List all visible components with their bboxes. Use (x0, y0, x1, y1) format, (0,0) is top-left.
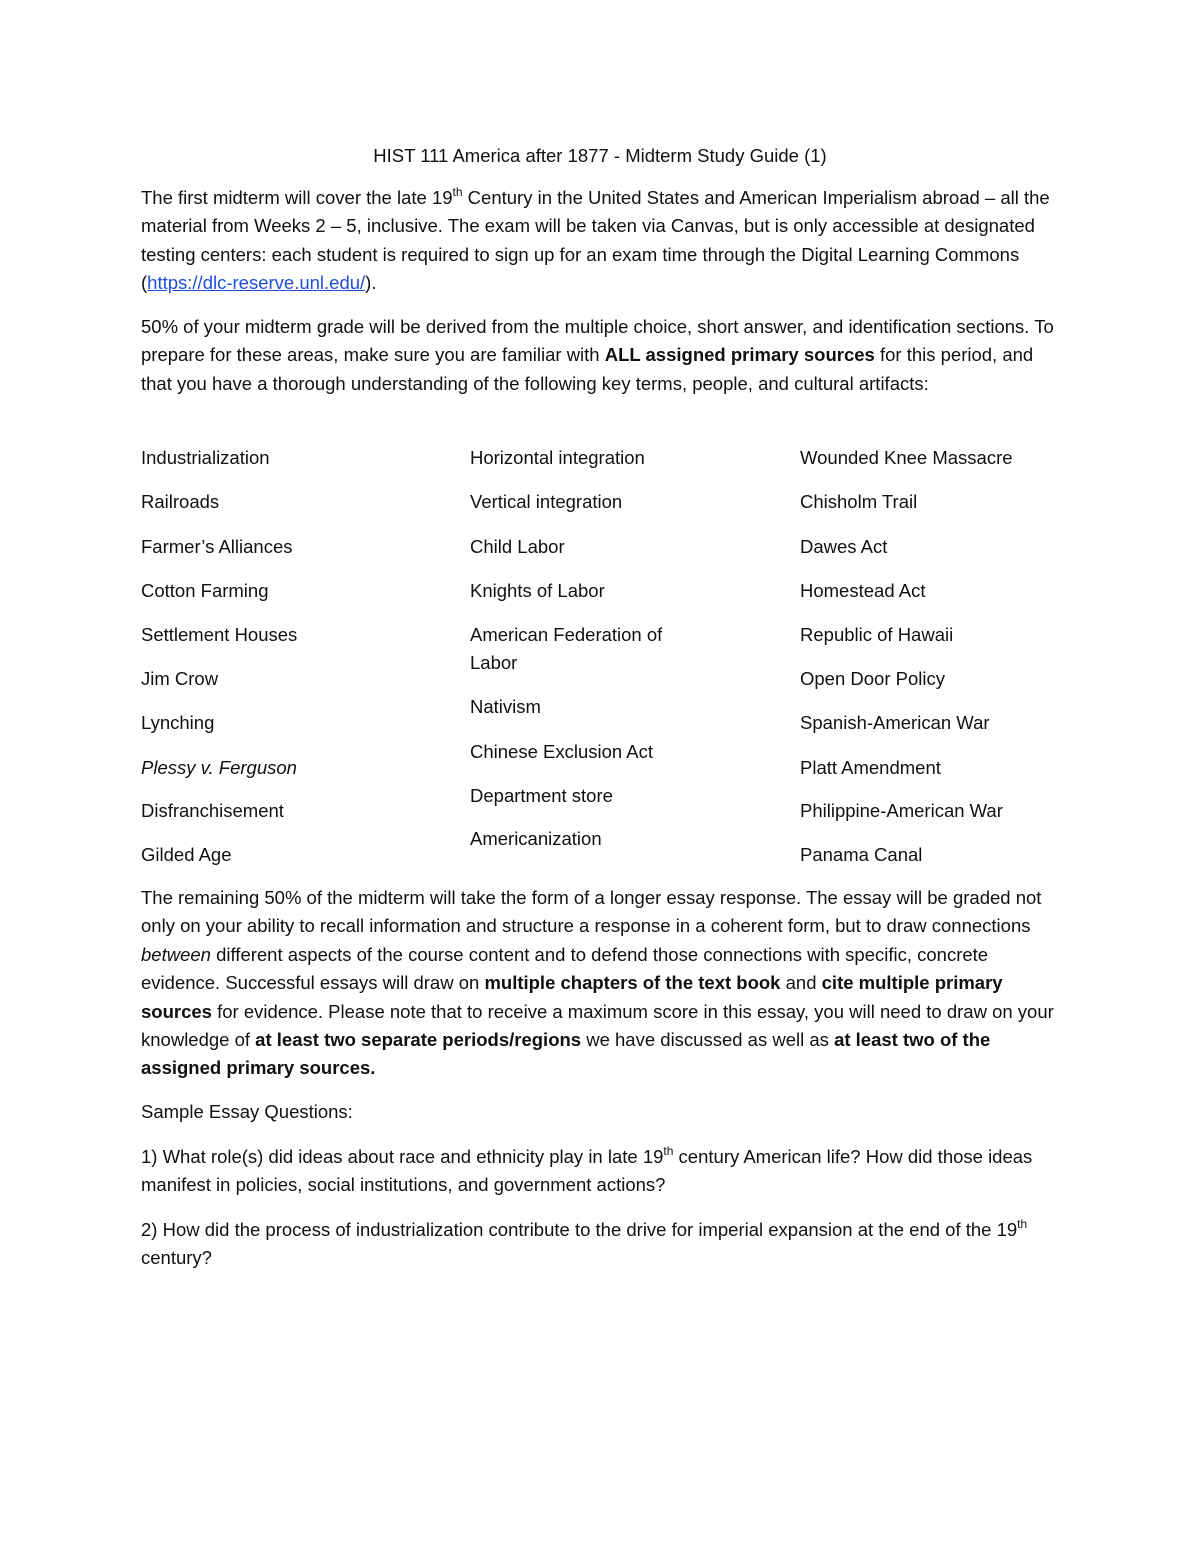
term-item: Child Labor (470, 536, 565, 557)
term-item: Dawes Act (800, 536, 888, 557)
term-item: Plessy v. Ferguson (141, 757, 297, 778)
term-item: American Federation of Labor (470, 624, 663, 673)
term-item: Chisholm Trail (800, 491, 918, 512)
term-item: Chinese Exclusion Act (470, 741, 654, 762)
essay-paragraph: The remaining 50% of the midterm will take the form of a longer essay response. The essay will be graded not only on your ability to recall information and structure a response in a coherent form, but to draw connections between different aspects of the course content and to defend those connections with specific, concrete evidence. Successful essays will draw on multiple chapters of the text book and cite multiple primary sources for evidence. Please note that to receive a maximum score in this essay, you will need to draw on your knowledge of at least two separate periods/regions we have discussed as well as at least two of the assigned primary sources. (141, 887, 1054, 1079)
term-item: Jim Crow (141, 668, 219, 689)
term-item: Americanization (470, 828, 602, 849)
term-item: Homestead Act (800, 580, 926, 601)
term-item: Platt Amendment (800, 757, 941, 778)
grade-paragraph: 50% of your midterm grade will be derived from the multiple choice, short answer, and identification sections. To prepare for these areas, make sure you are familiar with ALL assigned primary sources for this period, and that you have a thorough understanding of the following key terms, people, and cultural artifacts: (141, 316, 1054, 394)
sample-question-2: 2) How did the process of industrialization contribute to the drive for imperial expansion at the end of the 19th century? (141, 1216, 1028, 1269)
term-item: Gilded Age (141, 844, 232, 865)
term-item: Industrialization (141, 447, 270, 468)
term-item: Department store (470, 785, 613, 806)
term-item: Panama Canal (800, 844, 923, 865)
term-item: Farmer’s Alliances (141, 536, 293, 557)
term-item: Knights of Labor (470, 580, 605, 601)
term-item: Cotton Farming (141, 580, 269, 601)
term-item: Nativism (470, 696, 541, 717)
term-item: Spanish-American War (800, 712, 990, 733)
term-item: Vertical integration (470, 491, 623, 512)
term-item: Open Door Policy (800, 668, 945, 689)
term-item: Republic of Hawaii (800, 624, 954, 645)
term-item: Horizontal integration (470, 447, 645, 468)
sample-question-1: 1) What role(s) did ideas about race and ethnicity play in late 19th century American life? How did those ideas manifest in policies, social institutions, and government actions? (141, 1143, 1033, 1196)
dlc-reserve-link[interactable]: https://dlc-reserve.unl.edu/ (147, 272, 366, 294)
term-item: Wounded Knee Massacre (800, 447, 1013, 468)
term-item: Railroads (141, 491, 220, 512)
term-item: Disfranchisement (141, 800, 284, 821)
intro-paragraph: The first midterm will cover the late 19th Century in the United States and American Imperialism abroad – all the material from Weeks 2 – 5, inclusive. The exam will be taken via Canvas, but is only accessible at designated testing centers: each student is required to sign up for an exam time through the Digital Learning Commons (https://dlc-reserve.unl.edu/). (141, 184, 1050, 294)
sample-questions-heading: Sample Essay Questions: (141, 1101, 353, 1122)
term-item: Lynching (141, 712, 215, 733)
document-title: HIST 111 America after 1877 - Midterm Study Guide (1) (373, 145, 827, 166)
term-item: Settlement Houses (141, 624, 298, 645)
term-item: Philippine-American War (800, 800, 1003, 821)
